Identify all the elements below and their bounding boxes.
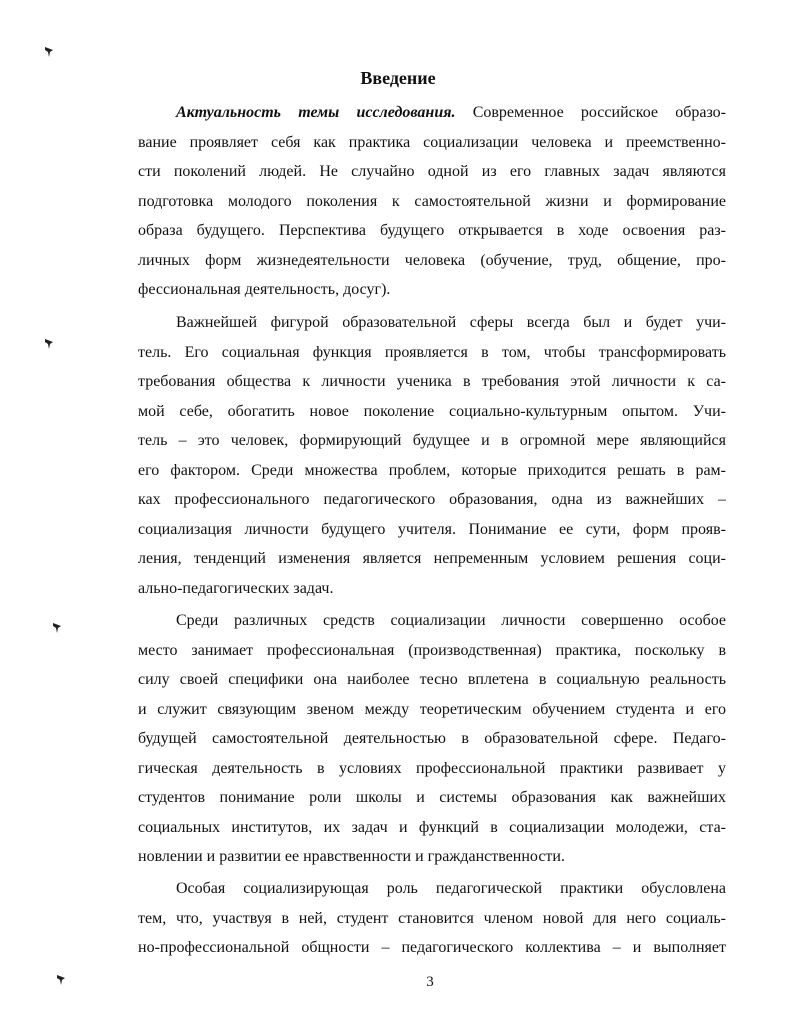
text-line: ках профессионального педагогического образования, одна из важнейших – (138, 491, 726, 508)
text-line: и служит связующим звеном между теоретическим обучением студента и его (138, 700, 726, 718)
text-line: студентов понимание роли школы и системы образования как важнейших (138, 789, 726, 806)
text-line: требования общества к личности ученика в требования этой личности к са- (138, 373, 726, 390)
lead-heading: Актуальность темы исследования. (176, 104, 456, 121)
text-line: Важнейшей фигурой образовательной сферы всегда был и будет учи- (176, 314, 726, 331)
text-line: место занимает профессиональная (производственная) практика, поскольку в (138, 641, 726, 659)
text-line: но-профессиональной общности – педагогического коллектива – и выполняет (138, 939, 726, 956)
paragraph-3 (138, 606, 726, 872)
text-line: тель. Его социальная функция проявляется в том, чтобы трансформировать (138, 343, 726, 361)
text-line: Среди различных средств социализации личности совершенно особое (176, 612, 726, 629)
text-line: образа будущего. Перспектива будущего открывается в ходе освоения раз- (138, 222, 726, 239)
margin-mark-icon (44, 338, 54, 350)
paragraph-1 (138, 98, 726, 305)
margin-mark-icon (44, 46, 54, 58)
text-line: сти поколений людей. Не случайно одной из его главных задач являются (138, 163, 726, 180)
text-line: социальных институтов, их задач и функций в социализации молодежи, ста- (138, 818, 726, 836)
paragraph-2 (138, 308, 726, 603)
text-line: гическая деятельность в условиях профессиональной практики развивает у (138, 759, 726, 777)
margin-mark-icon (52, 622, 62, 634)
text-line: тем, что, участвуя в ней, студент становится членом новой для него социаль- (138, 909, 726, 927)
text-line: подготовка молодого поколения к самостоятельной жизни и формирование (138, 192, 726, 210)
text-line: силу своей специфики она наиболее тесно вплетена в социальную реальность (138, 671, 726, 688)
text-line: его фактором. Среди множества проблем, которые приходится решать в рам- (138, 461, 726, 479)
text-line: ления, тенденций изменения является непременным условием решения соци- (138, 550, 726, 567)
text-line: социализация личности будущего учителя. Понимание ее сути, форм прояв- (138, 520, 726, 538)
text-line: вание проявляет себя как практика социализации человека и преемственно- (138, 133, 726, 151)
text-line: фессиональная деятельность, досуг). (138, 281, 391, 298)
text-line: Особая социализирующая роль педагогической практики обусловлена (176, 880, 726, 897)
text-line: будущей самостоятельной деятельностью в образовательной сфере. Педаго- (138, 730, 726, 747)
page-title: Введение (360, 68, 436, 88)
text-line: тель – это человек, формирующий будущее и в огромной мере являющийся (138, 432, 726, 449)
text-line: мой себе, обогатить новое поколение социально-культурным опытом. Учи- (138, 402, 726, 420)
text-line: ально-педагогических задач. (138, 579, 334, 597)
text-line: Актуальность темы исследования. Современное российское образо- (176, 104, 726, 121)
text-line: новлении и развитии ее нравственности и гражданственности. (138, 848, 565, 865)
page-number: 3 (426, 974, 434, 990)
paragraph-4 (138, 874, 726, 963)
text-line: личных форм жизнедеятельности человека (обучение, труд, общение, про- (138, 251, 726, 269)
